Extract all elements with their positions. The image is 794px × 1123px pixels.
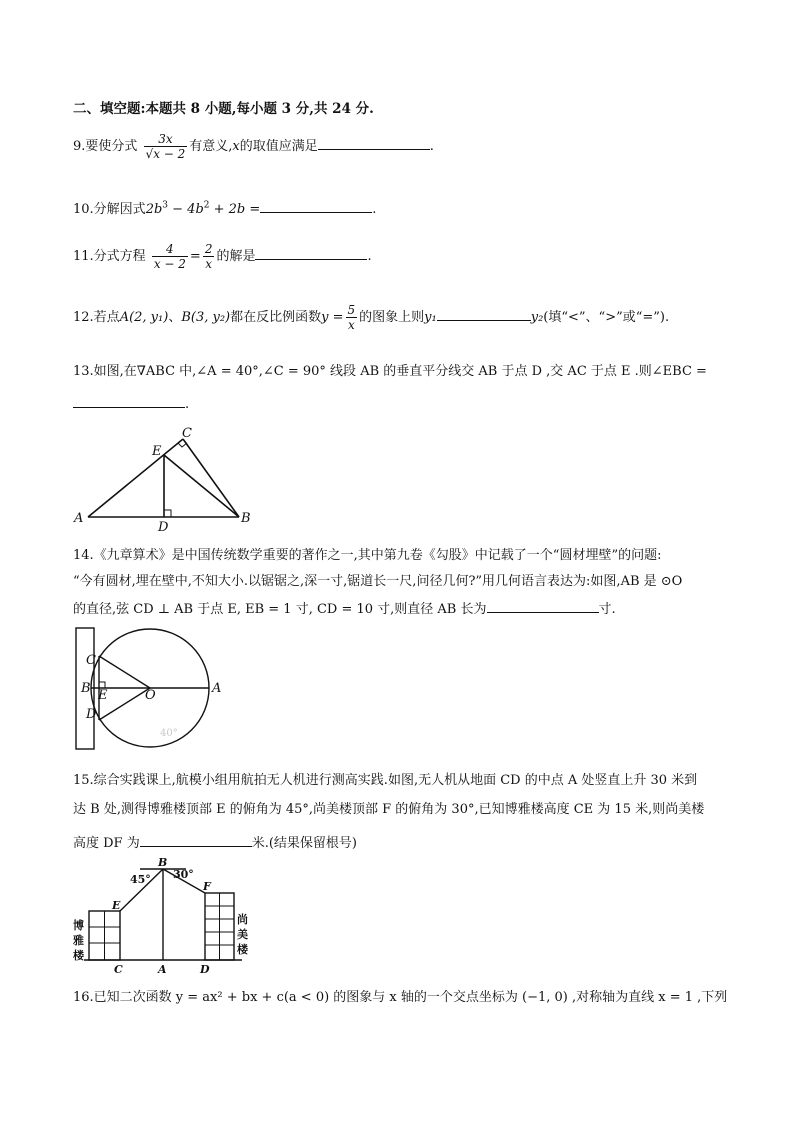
q15-line3-b: 米.(结果保留根号) [251, 836, 357, 851]
q11-f2-denominator: x [203, 256, 215, 271]
q13-label-e: E [152, 444, 162, 459]
q11-prefix: 11.分式方程 [73, 249, 146, 264]
q15-label-f: F [203, 880, 211, 893]
q13-label-b: B [241, 511, 251, 526]
q11-f1-denominator: x − 2 [153, 257, 186, 271]
q9-mid: 有意义, [189, 139, 233, 154]
q11-suffix: 的解是 [216, 249, 256, 264]
q9-suffix: 的取值应满足 [239, 139, 318, 154]
q15-right-building-char-3: 楼 [237, 943, 248, 956]
q14-label-a: A [212, 681, 222, 696]
q15-line3-a: 高度 DF 为 [73, 836, 140, 851]
q13-label-a: A [74, 511, 84, 526]
question-15-line-1: 15.综合实践课上,航模小组用航拍无人机进行测高实践.如图,无人机从地面 CD 的中点 A 处竖直上升 30 米到 [73, 773, 698, 788]
q14-label-d: D [86, 707, 97, 722]
q12-point-a: A(2, y₁) [119, 310, 169, 325]
q15-right-building-char-1: 尚 [237, 913, 248, 926]
q12-tail: (填“<”、“>”或“=”). [543, 310, 670, 325]
q12-denominator: x [346, 317, 358, 332]
q14-line3-b: 寸. [598, 602, 616, 617]
q10-term-2: − 4b [168, 202, 204, 217]
q12-mid: 都在反比例函数 [230, 310, 322, 325]
q10-end: . [372, 202, 377, 217]
question-13: 13.如图,在∇ABC 中,∠A = 40°,∠C = 90° 线段 AB 的垂直平分线交 AB 于点 D ,交 AC 于点 E .则∠EBC = [73, 364, 707, 379]
q15-label-a: A [158, 963, 167, 976]
q15-left-building-char-2: 雅 [73, 934, 84, 947]
q13-end: . [185, 397, 190, 412]
q12-suffix: 的图象上则 [359, 310, 425, 325]
q9-var: x [232, 139, 240, 154]
q14-line3-a: 的直径,弦 CD ⊥ AB 于点 E, EB = 1 寸, CD = 10 寸,则直径 AB 长为 [73, 602, 487, 617]
q14-label-c: C [86, 653, 96, 668]
q13-label-d: D [158, 520, 169, 535]
q12-y2: y₂ [530, 310, 544, 325]
q15-left-building-char-3: 楼 [73, 949, 84, 962]
q15-left-building-char-1: 博 [73, 919, 84, 932]
q10-prefix: 10.分解因式 [73, 202, 146, 217]
q10-power-1: 3 [162, 200, 169, 211]
q9-prefix: 9.要使分式 [73, 139, 138, 154]
q12-y1: y₁ [424, 310, 437, 325]
q12-point-b: B(3, y₂) [181, 310, 231, 325]
q15-label-d: D [200, 963, 210, 976]
question-14-line-2: “今有圆材,埋在壁中,不知大小.以锯锯之,深一寸,锯道长一尺,问径几何?”用几何语言表达为:如图,AB 是 ⊙O [73, 574, 683, 589]
q15-label-e: E [112, 899, 121, 912]
q9-end: . [429, 139, 434, 154]
q10-term-3: + 2b = [209, 202, 261, 217]
q13-label-c: C [182, 426, 192, 441]
q14-label-b: B [81, 681, 91, 696]
q15-angle-45: 45° [130, 873, 151, 886]
q9-denominator: √x − 2 [145, 147, 186, 161]
q12-numerator: 5 [347, 303, 356, 317]
q11-f1-numerator: 4 [166, 242, 174, 256]
q9-numerator: 3x [158, 132, 173, 146]
q12-sep: 、 [168, 310, 182, 325]
question-16: 16.已知二次函数 y = ax² + bx + c(a < 0) 的图象与 x 轴的一个交点坐标为 (−1, 0) ,对称轴为直线 x = 1 ,下列 [73, 990, 728, 1005]
q15-angle-30: 30° [173, 868, 194, 881]
q15-right-building-char-2: 美 [237, 928, 248, 941]
q12-prefix: 12.若点 [73, 310, 120, 325]
q14-label-o: O [145, 688, 156, 703]
q11-end: . [367, 249, 372, 264]
q10-term-1: 2b [145, 202, 163, 217]
q11-f2-numerator: 2 [204, 242, 213, 256]
q10-power-2: 2 [203, 200, 210, 211]
q14-label-e: E [98, 688, 108, 703]
question-15-line-2: 达 B 处,测得博雅楼顶部 E 的俯角为 45°,尚美楼顶部 F 的俯角为 30°,已知博雅楼高度 CE 为 15 米,则尚美楼 [73, 802, 705, 817]
q11-equals: = [189, 249, 201, 264]
q12-function: y = [321, 310, 344, 325]
q15-label-c: C [114, 963, 123, 976]
q14-faint-label: 40° [160, 728, 178, 739]
section-title: 二、填空题:本题共 8 小题,每小题 3 分,共 24 分. [73, 101, 374, 117]
q15-label-b: B [158, 856, 168, 869]
question-14-line-1: 14.《九章算术》是中国传统数学重要的著作之一,其中第九卷《勾股》中记载了一个“圆材埋壁”的问题: [73, 548, 662, 563]
